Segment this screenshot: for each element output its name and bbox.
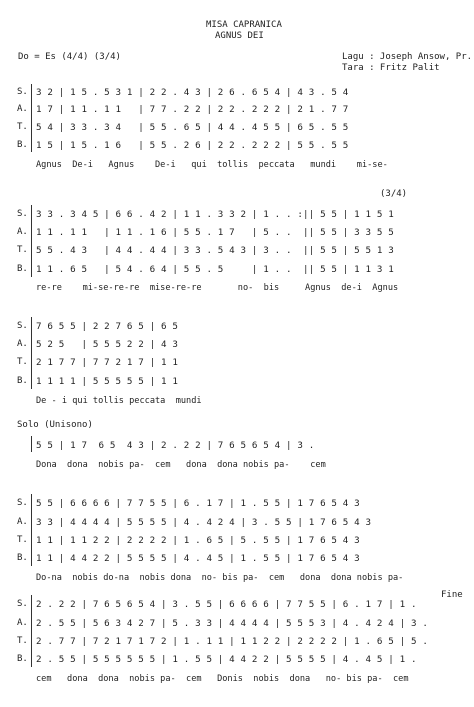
lyrics-line: De - i qui tollis peccata mundi: [36, 396, 202, 406]
voice-label-tenor: T.: [17, 245, 28, 255]
tenor-notes: 5 4 | 3 3 . 3 4 | 5 5 . 6 5 | 4 4 . 4 5 5 | 6 5 . 5 5: [36, 122, 349, 133]
voice-label-tenor: T.: [17, 636, 28, 646]
voice-label-alto: A.: [17, 618, 28, 628]
bass-notes: 2 . 5 5 | 5 5 5 5 5 5 | 1 . 5 5 | 4 4 2 2 | 5 5 5 5 | 4 . 4 5 | 1 .: [36, 654, 417, 665]
lyrics-line: Dona dona nobis pa- cem dona dona nobis pa- cem: [36, 460, 326, 470]
voice-label-bass: B.: [17, 654, 28, 664]
voice-label-alto: A.: [17, 227, 28, 237]
time-change-marker: (3/4): [380, 189, 408, 199]
bass-notes: 1 1 . 6 5 | 5 4 . 6 4 | 5 5 . 5 | 1 . . || 5 5 | 1 1 3 1: [36, 264, 394, 275]
lyrics-line: Agnus De-i Agnus De-i qui tollis peccata mundi mi-se-: [36, 160, 388, 170]
voice-label-soprano: S.: [17, 321, 28, 331]
voice-label-alto: A.: [17, 339, 28, 349]
solo-label: Solo (Unisono): [17, 420, 93, 430]
bass-notes: 1 5 | 1 5 . 1 6 | 5 5 . 2 6 | 2 2 . 2 2 2 | 5 5 . 5 5: [36, 140, 349, 151]
key-signature: Do = Es (4/4) (3/4): [18, 52, 121, 62]
system-bracket: [31, 595, 32, 667]
system-bracket: [31, 436, 32, 452]
alto-notes: 5 2 5 | 5 5 5 2 2 | 4 3: [36, 339, 179, 350]
system-bracket: [31, 205, 32, 277]
alto-notes: 3 3 | 4 4 4 4 | 5 5 5 5 | 4 . 4 2 4 | 3 . 5 5 | 1 7 6 5 4 3: [36, 517, 372, 528]
alto-notes: 1 7 | 1 1 . 1 1 | 7 7 . 2 2 | 2 2 . 2 2 2 | 2 1 . 7 7: [36, 104, 349, 115]
voice-label-bass: B.: [17, 140, 28, 150]
fine-marker: Fine: [441, 590, 463, 600]
voice-label-soprano: S.: [17, 498, 28, 508]
voice-label-bass: B.: [17, 264, 28, 274]
arranger-credit: Tara : Fritz Palit: [342, 63, 440, 73]
voice-label-tenor: T.: [17, 535, 28, 545]
lyrics-line: cem dona dona nobis pa- cem Donis nobis dona no- bis pa- cem: [36, 674, 409, 684]
soprano-notes: 3 3 . 3 4 5 | 6 6 . 4 2 | 1 1 . 3 3 2 | 1 . . :|| 5 5 | 1 1 5 1: [36, 209, 394, 220]
voice-label-soprano: S.: [17, 87, 28, 97]
system-bracket: [31, 84, 32, 152]
bass-notes: 1 1 | 4 4 2 2 | 5 5 5 5 | 4 . 4 5 | 1 . 5 5 | 1 7 6 5 4 3: [36, 553, 360, 564]
soprano-notes: 7 6 5 5 | 2 2 7 6 5 | 6 5: [36, 321, 179, 332]
tenor-notes: 2 1 7 7 | 7 7 2 1 7 | 1 1: [36, 357, 179, 368]
voice-label-soprano: S.: [17, 209, 28, 219]
voice-label-soprano: S.: [17, 599, 28, 609]
solo-notes: 5 5 | 1 7 6 5 4 3 | 2 . 2 2 | 7 6 5 6 5 4 | 3 .: [36, 440, 315, 451]
soprano-notes: 2 . 2 2 | 7 6 5 6 5 4 | 3 . 5 5 | 6 6 6 6 | 7 7 5 5 | 6 . 1 7 | 1 .: [36, 599, 417, 610]
voice-label-tenor: T.: [17, 357, 28, 367]
alto-notes: 2 . 5 5 | 5 6 3 4 2 7 | 5 . 3 3 | 4 4 4 4 | 5 5 5 3 | 4 . 4 2 4 | 3 .: [36, 618, 429, 629]
tenor-notes: 1 1 | 1 1 2 2 | 2 2 2 2 | 1 . 6 5 | 5 . 5 5 | 1 7 6 5 4 3: [36, 535, 360, 546]
alto-notes: 1 1 . 1 1 | 1 1 . 1 6 | 5 5 . 1 7 | 5 . . || 5 5 | 3 3 5 5: [36, 227, 394, 238]
lyrics-line: re-re mi-se-re-re mise-re-re no- bis Agnus de-i Agnus: [36, 283, 399, 293]
voice-label-alto: A.: [17, 104, 28, 114]
tenor-notes: 2 . 7 7 | 7 2 1 7 1 7 2 | 1 . 1 1 | 1 1 2 2 | 2 2 2 2 | 1 . 6 5 | 5 .: [36, 636, 429, 647]
song-title: MISA CAPRANICA: [206, 20, 282, 30]
song-subtitle: AGNUS DEI: [215, 31, 264, 41]
soprano-notes: 3 2 | 1 5 . 5 3 1 | 2 2 . 4 3 | 2 6 . 6 5 4 | 4 3 . 5 4: [36, 87, 349, 98]
tenor-notes: 5 5 . 4 3 | 4 4 . 4 4 | 3 3 . 5 4 3 | 3 . . || 5 5 | 5 5 1 3: [36, 245, 394, 256]
lyrics-line: Do-na nobis do-na nobis dona no- bis pa- cem dona dona nobis pa-: [36, 573, 404, 583]
bass-notes: 1 1 1 1 | 5 5 5 5 5 | 1 1: [36, 376, 179, 387]
voice-label-alto: A.: [17, 517, 28, 527]
voice-label-bass: B.: [17, 376, 28, 386]
soprano-notes: 5 5 | 6 6 6 6 | 7 7 5 5 | 6 . 1 7 | 1 . 5 5 | 1 7 6 5 4 3: [36, 498, 360, 509]
composer-credit: Lagu : Joseph Ansow, Pr.: [342, 52, 473, 62]
voice-label-tenor: T.: [17, 122, 28, 132]
voice-label-bass: B.: [17, 553, 28, 563]
system-bracket: [31, 494, 32, 566]
system-bracket: [31, 317, 32, 389]
